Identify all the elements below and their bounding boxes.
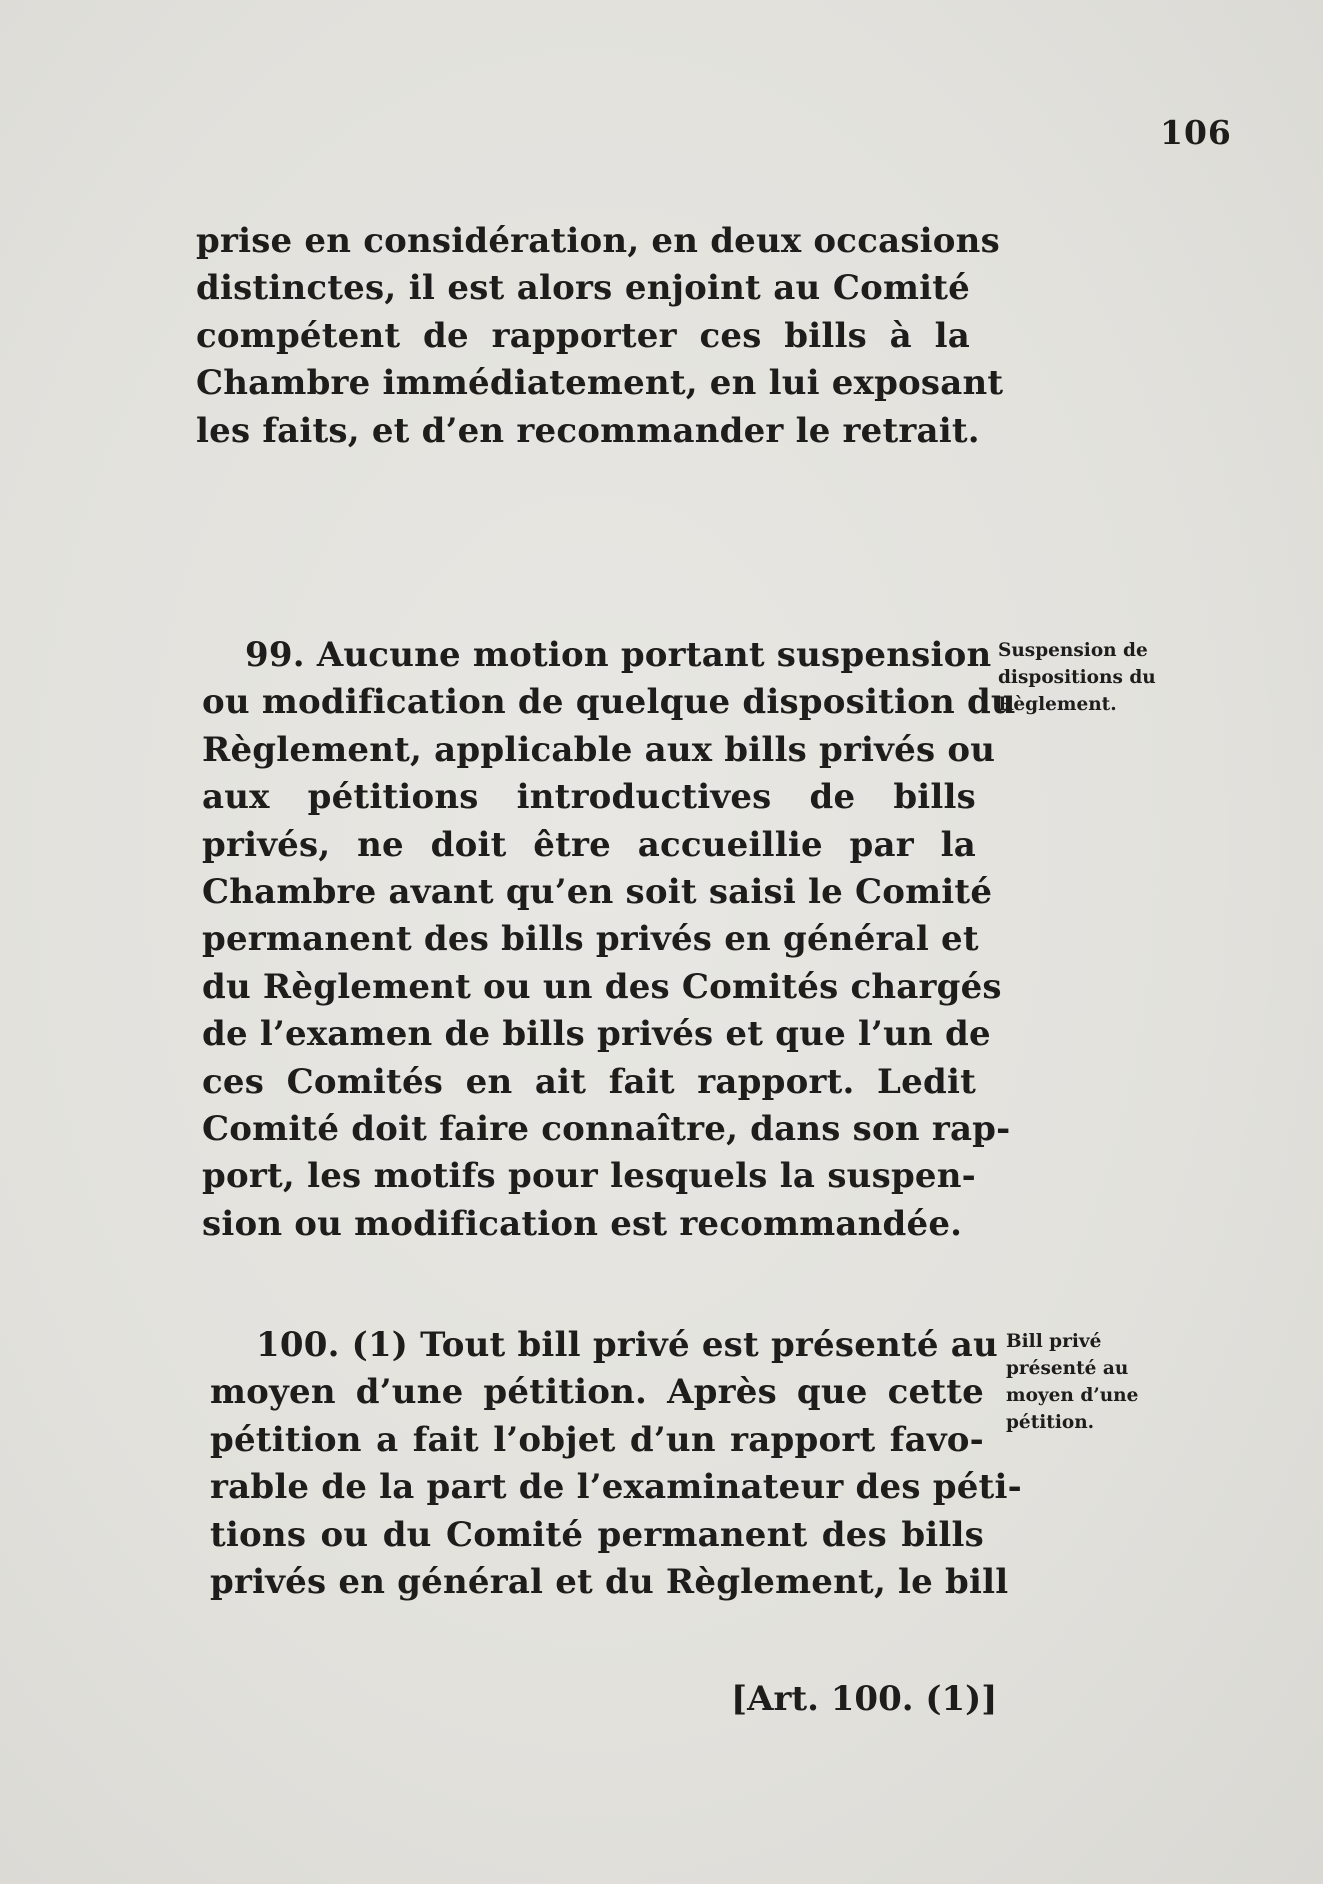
text-line: de l’examen de bills privés et que l’un de: [202, 1014, 991, 1055]
margin-note-line: Règlement.: [998, 694, 1117, 715]
text-line: ou modification de quelque disposition du: [202, 682, 1016, 723]
text-line: du Règlement ou un des Comités chargés: [202, 966, 1002, 1007]
text-line: compétent de rapporter ces bills à la: [196, 315, 970, 356]
article-number: 99.: [245, 635, 305, 675]
text-line: ces Comités en ait fait rapport. Ledit: [202, 1061, 976, 1102]
margin-note-line: pétition.: [1006, 1412, 1095, 1433]
article-number: 100.: [256, 1325, 340, 1365]
text-line: prise en considération, en deux occasions: [196, 221, 1000, 261]
text-fragment: (1) Tout bill privé est présenté au: [351, 1325, 998, 1365]
text-line: les faits, et d’en recommander le retrait.: [196, 410, 980, 451]
text-line: sion ou modification est recommandée.: [202, 1203, 963, 1244]
text-line: Chambre immédiatement, en lui exposant: [196, 363, 1004, 404]
text-line: aux pétitions introductives de bills: [202, 777, 976, 818]
margin-note-line: moyen d’une: [1006, 1385, 1139, 1406]
text-line: permanent des bills privés en général et: [202, 919, 979, 960]
margin-note-99: [998, 637, 1156, 718]
text-line: privés, ne doit être accueillie par la: [202, 824, 976, 865]
continuation-paragraph: [196, 218, 1004, 455]
article-99-paragraph: [202, 632, 1016, 1248]
text-line: Chambre avant qu’en soit saisi le Comité: [202, 872, 993, 913]
text-line: Règlement, applicable aux bills privés ou: [202, 729, 996, 770]
margin-note-line: Suspension de: [998, 640, 1148, 661]
article-100-paragraph: [210, 1322, 1022, 1606]
margin-note-line: Bill privé: [1006, 1331, 1102, 1352]
text-line: privés en général et du Règlement, le bill: [210, 1562, 1009, 1603]
text-fragment: Aucune motion portant suspension: [316, 635, 992, 675]
text-line: pétition a fait l’objet d’un rapport favo-: [210, 1419, 984, 1460]
text-line: port, les motifs pour lesquels la suspen-: [202, 1156, 976, 1197]
text-line: tions ou du Comité permanent des bills: [210, 1514, 984, 1555]
margin-note-line: présenté au: [1006, 1358, 1129, 1379]
margin-note-line: dispositions du: [998, 667, 1156, 688]
footer-article-reference: [Art. 100. (1)]: [731, 1679, 998, 1719]
text-line: distinctes, il est alors enjoint au Comité: [196, 268, 970, 309]
text-line: rable de la part de l’examinateur des péti-: [210, 1467, 1022, 1508]
article-99-first-line: [202, 632, 992, 679]
margin-note-100: [1006, 1328, 1138, 1436]
text-line: Comité doit faire connaître, dans son rap-: [202, 1109, 1011, 1150]
text-line: moyen d’une pétition. Après que cette: [210, 1372, 984, 1413]
article-100-first-line: [210, 1322, 998, 1369]
page-number: 106: [1160, 113, 1232, 152]
